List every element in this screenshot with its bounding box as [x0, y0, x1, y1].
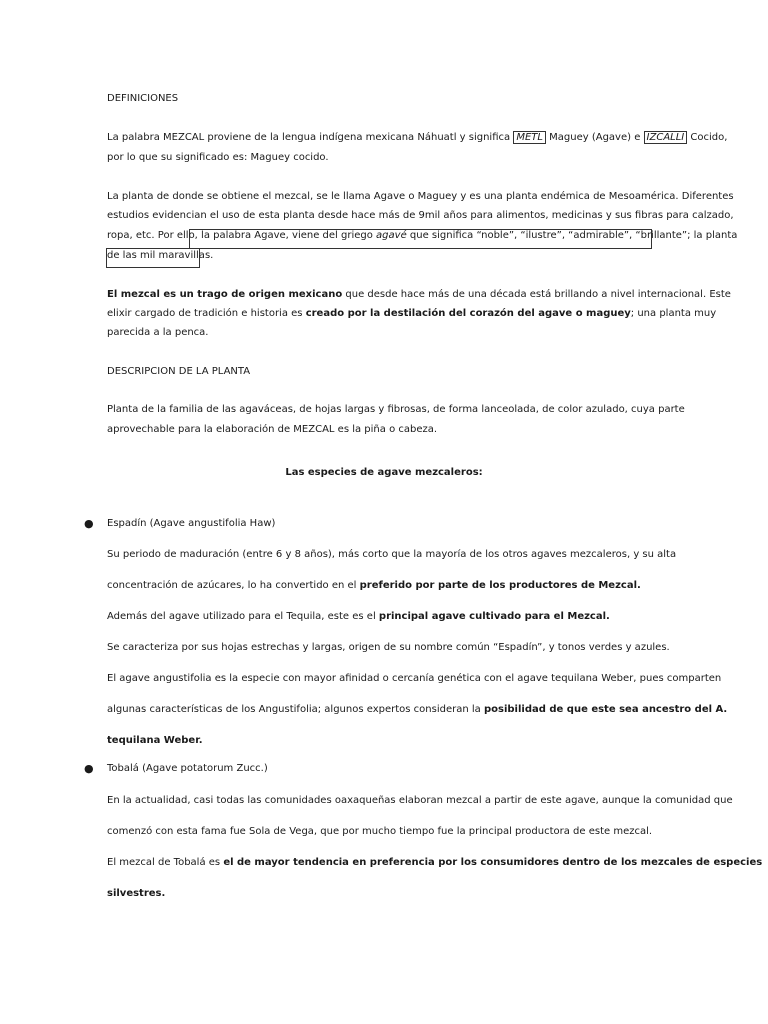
espadin-text-3a: Además del agave utilizado para el Tequila, este es el	[107, 611, 379, 622]
p2-text-3a: ropa, etc. Por ello, l	[107, 230, 204, 241]
espadin-line1: Su periodo de maduración (entre 6 y 8 años), más corto que la mayoría de los otros agaves mezcaleros, y su alta	[107, 549, 677, 560]
heading-definiciones: DEFINICIONES	[107, 93, 179, 104]
espadin-line4: Se caracteriza por sus hojas estrechas y largas, origen de su nombre común “Espadín”, y tonos verdes y azules.	[107, 642, 670, 653]
bullet-tobala: ●	[84, 762, 94, 775]
espadin-line3	[107, 607, 662, 626]
p3-line3: parecida a la penca.	[107, 327, 209, 338]
p2-text-3b: a palabra Agave, viene del griego	[203, 230, 377, 241]
tobala-bold-3b: el de mayor tendencia en preferencia por los consumidores dentro de los mezcales de especies	[223, 857, 763, 868]
espadin-title: Espadín (Agave angustifolia Haw)	[107, 518, 276, 529]
espadin-text-6a: algunas características de los Angustifolia; algunos expertos consideran la	[107, 704, 484, 715]
agave-greek-term: agavé	[376, 230, 407, 241]
bullet-espadin: ●	[84, 517, 94, 530]
p1-text-a: La palabra MEZCAL proviene de la lengua indígena mexicana Náhuatl y significa	[107, 132, 514, 143]
espadin-line7: tequilana Weber.	[107, 735, 203, 746]
espadin-text-2a: concentración de azúcares, lo ha convertido en el	[107, 580, 360, 591]
espadin-bold-3b: principal agave cultivado para el Mezcal.	[378, 611, 610, 622]
heading-descripcion: DESCRIPCION DE LA PLANTA	[107, 366, 251, 377]
p2-line3	[107, 226, 738, 245]
p2-line2: estudios evidencian el uso de esta planta desde hace más de 9mil años para alimentos, medicinas y sus fibras para calzado,	[107, 210, 734, 221]
p3-bold1: El mezcal es un trago de origen mexicano	[107, 289, 343, 300]
metl-term: METL	[513, 131, 546, 144]
tobala-title: Tobalá (Agave potatorum Zucc.)	[107, 763, 268, 774]
p1-line2: por lo que su significado es: Maguey cocido.	[107, 152, 329, 163]
p3-text-2a: elixir cargado de tradición e historia es	[107, 308, 306, 319]
heading-especies: Las especies de agave mezcaleros:	[285, 467, 483, 478]
izcalli-term: IZCALLI	[644, 131, 688, 144]
tobala-line3	[107, 853, 763, 872]
p3-text-2b: ; una planta muy	[630, 308, 717, 319]
espadin-bold-6b: posibilidad de que este sea ancestro del A.	[483, 704, 728, 715]
p1-text-b: Maguey (Agave) e	[545, 132, 644, 143]
p2-text-3c: que significa “noble”, “ilustre”, “admirable”, “brillante”; la planta	[406, 230, 738, 241]
tobala-text-3a: El mezcal de Tobalá es	[107, 857, 224, 868]
tobala-line2: comenzó con esta fama fue Sola de Vega, que por mucho tiempo fue la principal productora de este mezcal.	[107, 826, 653, 837]
p2-line1: La planta de donde se obtiene el mezcal, se le llama Agave o Maguey y es una planta endémica de Mesoamérica. Diferentes	[107, 191, 734, 202]
p2-line4: de las mil maravillas.	[107, 250, 214, 261]
p3-line2	[107, 304, 717, 323]
p4-line2: aprovechable para la elaboración de MEZCAL es la piña o cabeza.	[107, 424, 438, 435]
p4-line1: Planta de la familia de las agaváceas, de hojas largas y fibrosas, de forma lanceolada, de color azulado, cuya parte	[107, 404, 685, 415]
espadin-line6	[107, 700, 728, 719]
espadin-line5: El agave angustifolia es la especie con mayor afinidad o cercanía genética con el agave tequilana Weber, pues comparten	[107, 673, 722, 684]
p3-line1	[107, 285, 731, 304]
p1-text-c: Cocido,	[687, 132, 728, 143]
p1-line1	[107, 128, 728, 147]
p3-bold2: creado por la destilación del corazón del agave o maguey	[305, 308, 631, 319]
tobala-line4: silvestres.	[107, 888, 166, 899]
p3-text-a: que desde hace más de una década está brillando a nivel internacional. Este	[342, 289, 731, 300]
tobala-line1: En la actualidad, casi todas las comunidades oaxaqueñas elaboran mezcal a partir de este agave, aunque la comunidad que	[107, 795, 733, 806]
espadin-bold-2b: preferido por parte de los productores de Mezcal.	[359, 580, 641, 591]
espadin-line2	[107, 576, 662, 595]
